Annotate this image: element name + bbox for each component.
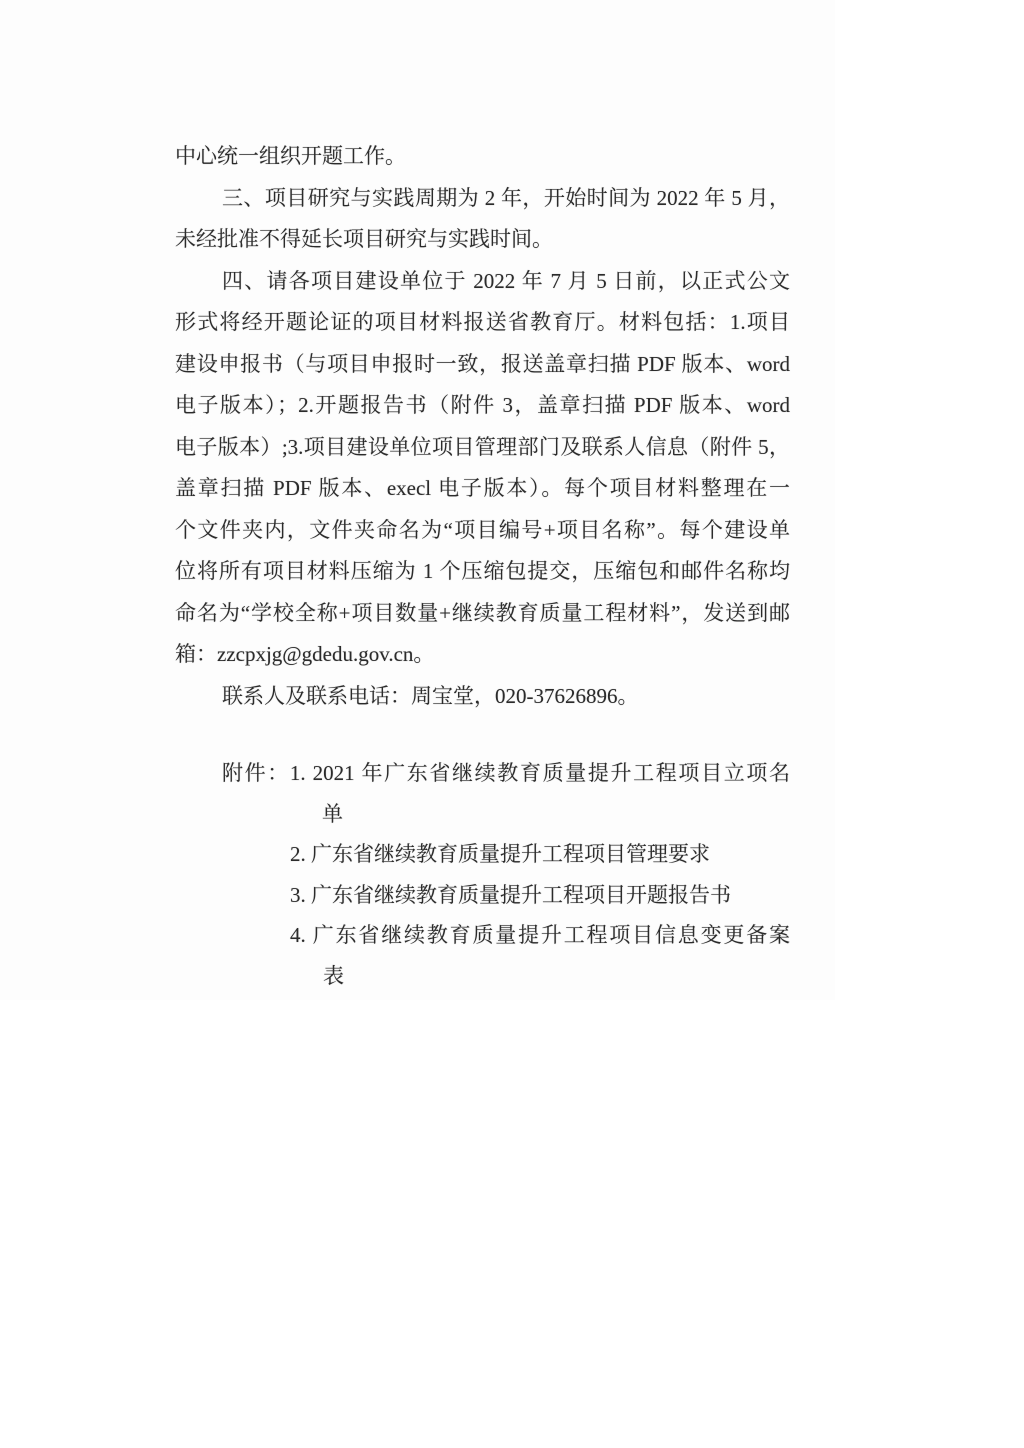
body-line: 形式将经开题论证的项目材料报送省教育厅。材料包括：1.项目	[175, 310, 790, 334]
contact-person-line: 联系人及联系电话：周宝堂，020-37626896。	[222, 683, 639, 708]
body-line: 电子版本）;3.项目建设单位项目管理部门及联系人信息（附件 5，	[175, 434, 790, 459]
document-body	[175, 136, 790, 717]
attachment-list	[175, 753, 790, 996]
body-line: 盖章扫描 PDF 版本、execl 电子版本）。每个项目材料整理在一	[175, 476, 790, 500]
attachment-item-continuation: 表	[323, 963, 344, 988]
body-line: 位将所有项目材料压缩为 1 个压缩包提交，压缩包和邮件名称均	[175, 559, 790, 583]
body-line: 四、请各项目建设单位于 2022 年 7 月 5 日前，以正式公文	[222, 268, 790, 293]
body-line: 建设申报书（与项目申报时一致，报送盖章扫描 PDF 版本、word	[175, 351, 790, 376]
body-line: 命名为“学校全称+项目数量+继续教育质量工程材料”，发送到邮	[175, 600, 790, 625]
contact-email-line: 箱：zzcpxjg@gdedu.gov.cn。	[175, 642, 435, 666]
attachment-item: 3. 广东省继续教育质量提升工程项目开题报告书	[290, 882, 731, 907]
body-line: 个文件夹内，文件夹命名为“项目编号+项目名称”。每个建设单	[175, 517, 790, 542]
attachment-label-line: 附件：1. 2021 年广东省继续教育质量提升工程项目立项名	[222, 761, 790, 785]
body-line: 中心统一组织开题工作。	[175, 144, 406, 168]
body-line: 未经批准不得延长项目研究与实践时间。	[175, 227, 553, 251]
body-line: 电子版本）；2.开题报告书（附件 3，盖章扫描 PDF 版本、word	[175, 393, 790, 417]
attachment-item: 4. 广东省继续教育质量提升工程项目信息变更备案	[290, 923, 790, 947]
attachment-item: 2. 广东省继续教育质量提升工程项目管理要求	[290, 842, 710, 866]
attachment-item-continuation: 单	[322, 801, 343, 826]
body-line: 三、项目研究与实践周期为 2 年，开始时间为 2022 年 5 月，	[222, 185, 790, 210]
